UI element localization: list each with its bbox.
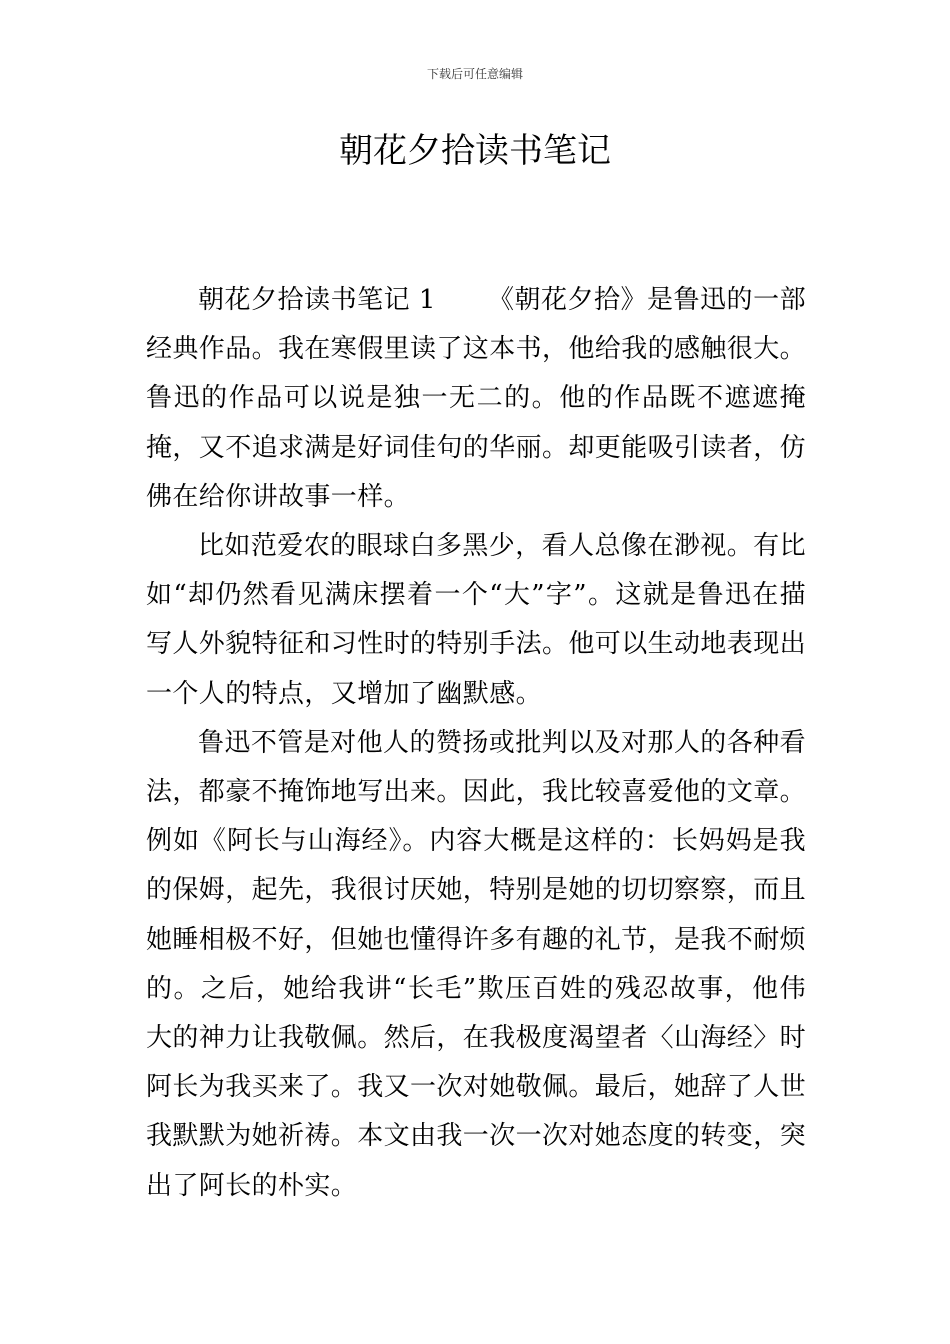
paragraph-2: 比如范爱农的眼球白多黑少，看人总像在渺视。有比如“却仍然看见满床摆着一个“大”字”。这就是鲁迅在描写人外貌特征和习性时的特别手法。他可以生动地表现出一个人的特点，又增加了幽默感。: [146, 531, 807, 709]
paragraph-1-lead: 朝花夕拾读书笔记 1: [198, 285, 436, 315]
paragraph-3: 鲁迅不管是对他人的赞扬或批判以及对那人的各种看法，都豪不掩饰地写出来。因此，我比较喜爱他的文章。例如《阿长与山海经》。内容大概是这样的：长妈妈是我的保姆，起先，我很讨厌她，特别是她的切切察察，而且她睡相极不好，但她也懂得许多有趣的礼节，是我不耐烦的。之后，她给我讲“长毛”欺压百姓的残忍故事，他伟大的神力让我敬佩。然后，在我极度渴望者〈山海经〉时阿长为我买来了。我又一次对她敬佩。最后，她辞了人世我默默为她祈祷。本文由我一次一次对她态度的转变，突出了阿长的朴实。: [146, 727, 807, 1201]
paragraph-1-text: 《朝花夕拾》是鲁迅的一部经典作品。我在寒假里读了这本书，他给我的感触很大。鲁迅的作品可以说是独一无二的。他的作品既不遮遮掩掩，又不追求满是好词佳句的华丽。却更能吸引读者，仿佛在给你讲故事一样。: [146, 285, 807, 512]
document-body: [146, 276, 806, 1211]
document-title: 朝花夕拾读书笔记: [339, 131, 611, 171]
header-note: 下载后可任意编辑: [426, 67, 523, 81]
paragraph-1: [146, 276, 806, 522]
